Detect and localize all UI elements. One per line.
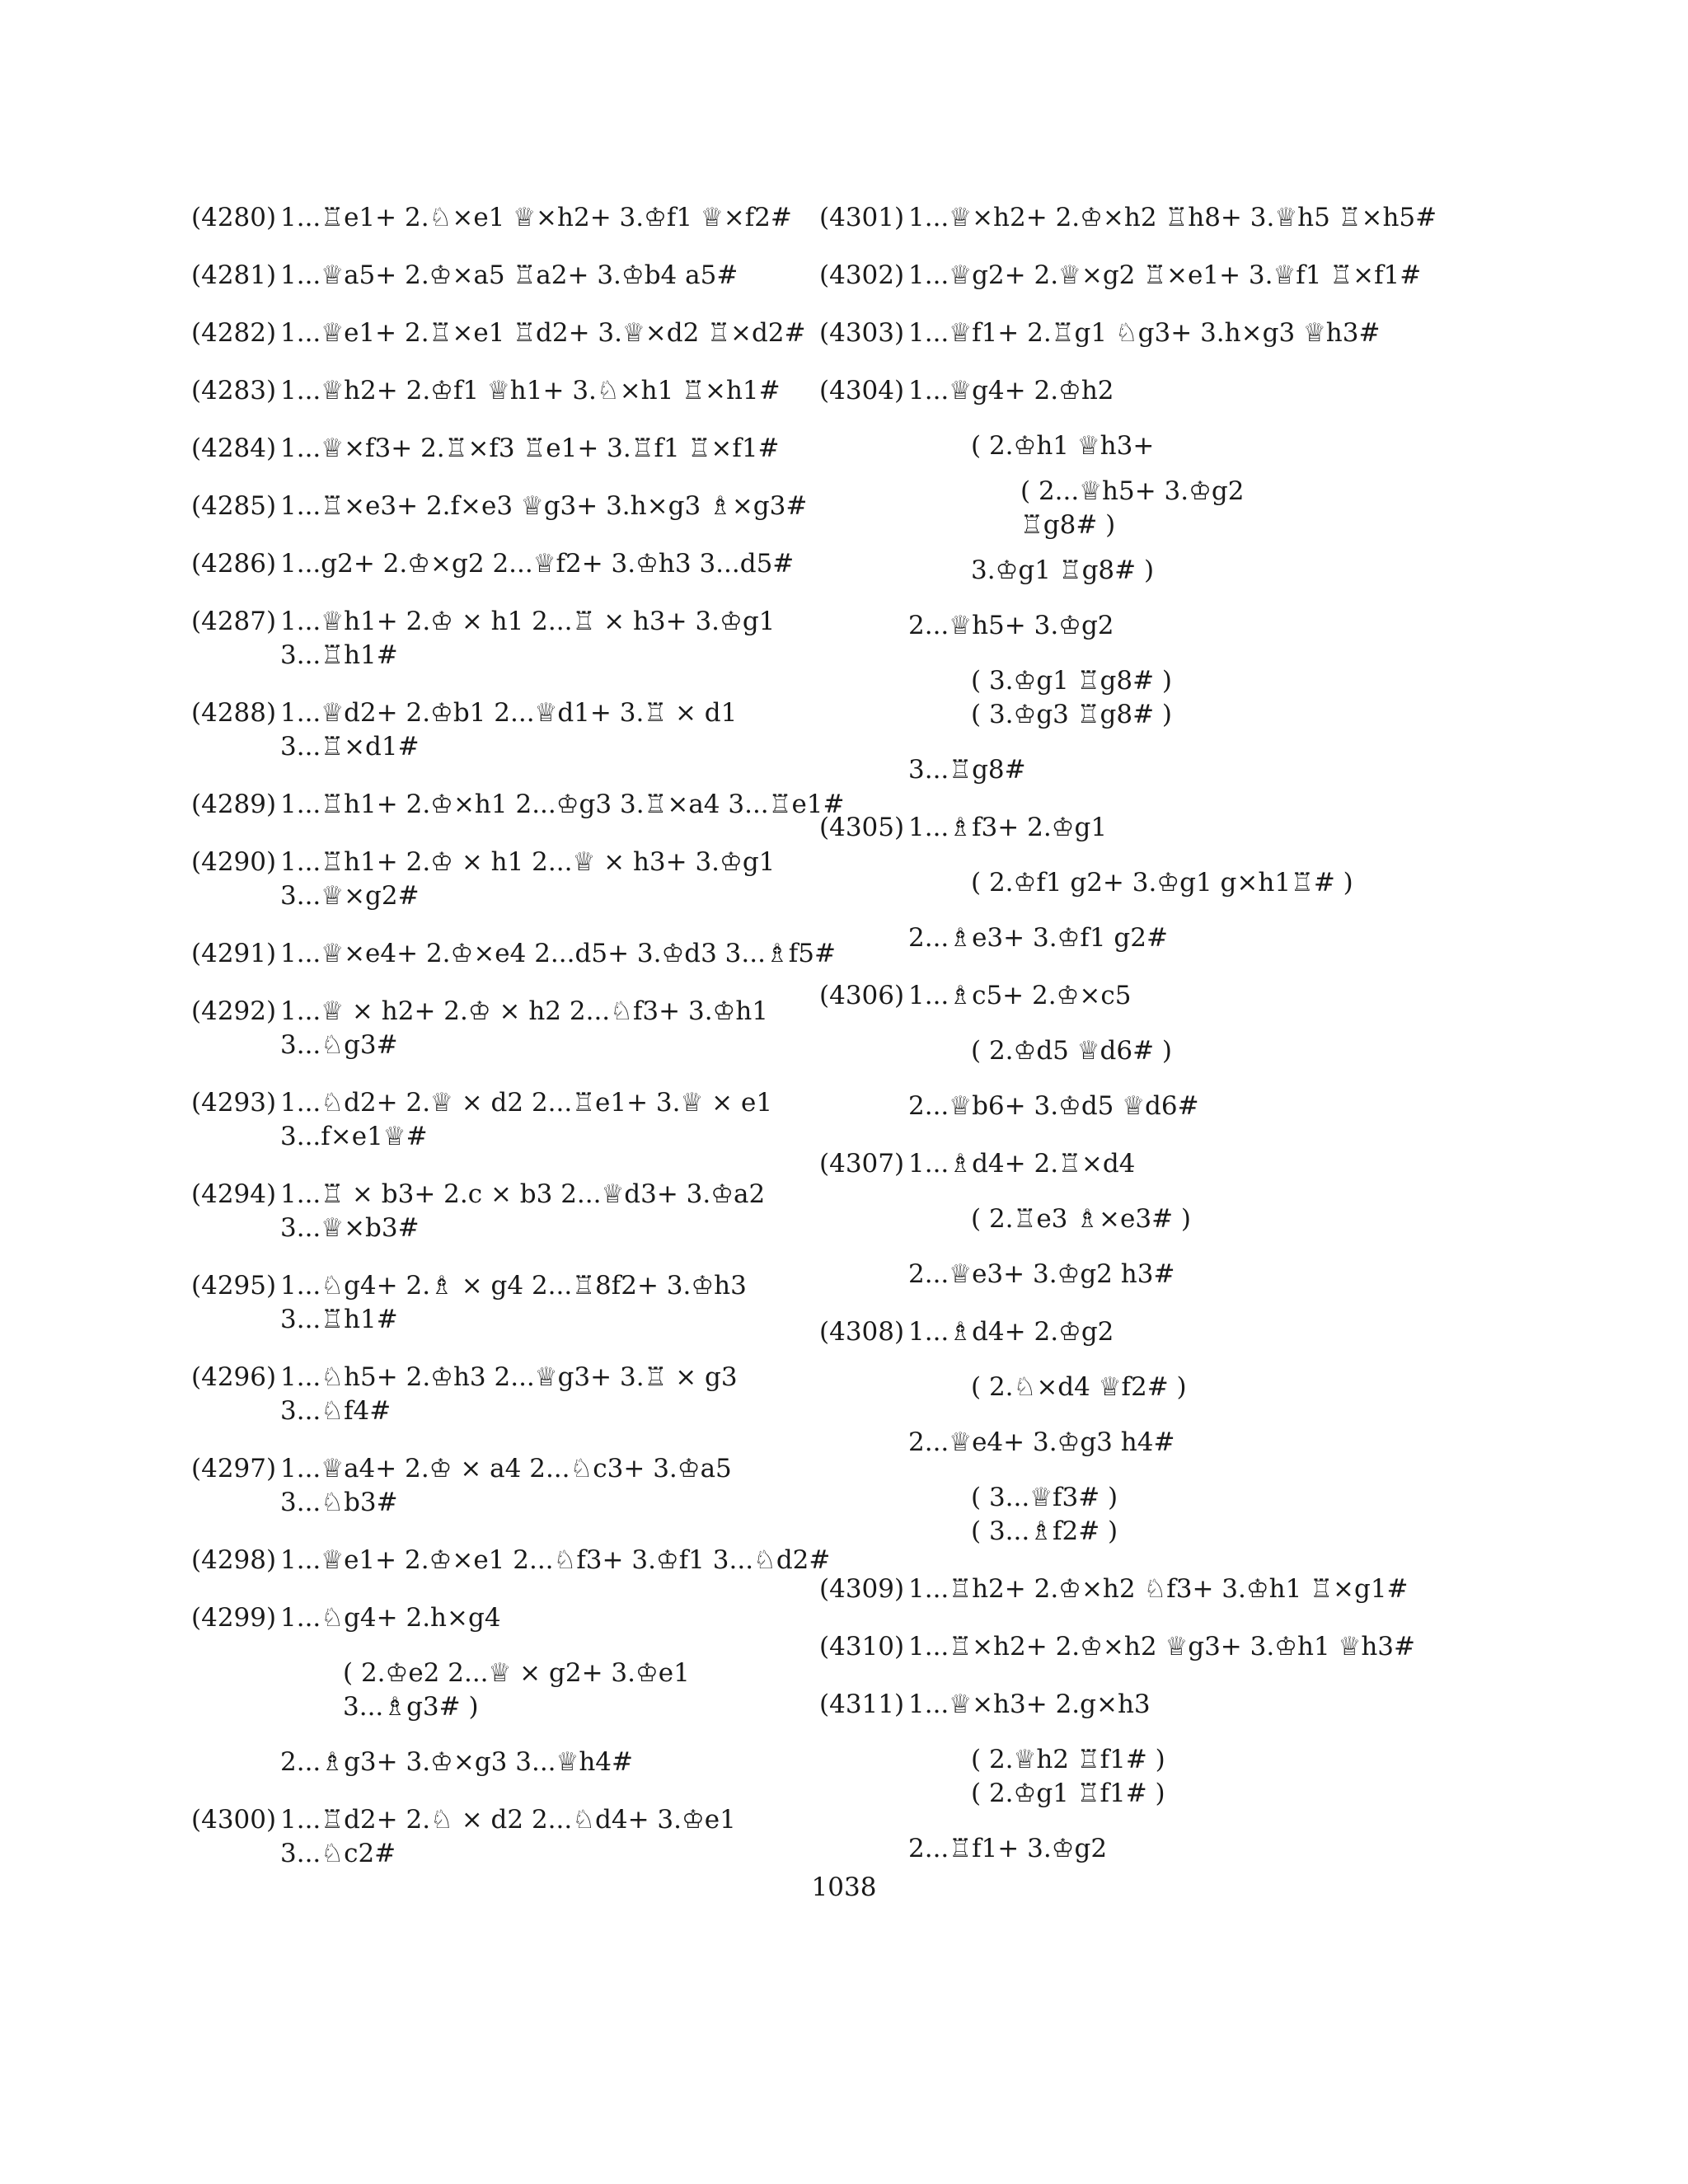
problem-number: (4284)	[191, 434, 277, 463]
problem-number: (4298)	[191, 1545, 277, 1575]
problem-number: (4297)	[191, 1454, 277, 1483]
problem-entry	[191, 316, 818, 350]
page-number: 1038	[811, 1872, 877, 1902]
variation-line: ( 2.♔f1 g2+ 3.♔g1 g×h1♖# )	[971, 868, 1353, 898]
variation-line: ( 2.♔e2 2...♕ × g2+ 3.♔e1	[343, 1658, 690, 1688]
variation-line: ( 2.♔g1 ♖f1# )	[971, 1779, 1165, 1808]
solution-line: 1...♗d4+ 2.♔g2	[908, 1317, 1114, 1347]
solution-line: 1...♗f3+ 2.♔g1	[908, 813, 1108, 842]
problem-entry	[191, 1178, 818, 1245]
solution-line: 1...♘h5+ 2.♔h3 2...♕g3+ 3.♖ × g3	[280, 1362, 738, 1392]
solution-line: 3...♕×g2#	[280, 881, 420, 911]
solution-line: 1...♕h2+ 2.♔f1 ♕h1+ 3.♘×h1 ♖×h1#	[280, 376, 781, 405]
problem-entry	[191, 547, 818, 581]
solution-line: 3...♖h1#	[280, 640, 398, 670]
solution-line: 1...♖×e3+ 2.f×e3 ♕g3+ 3.h×g3 ♗×g3#	[280, 491, 808, 521]
variation-line: ( 3...♕f3# )	[971, 1483, 1118, 1512]
solution-line: 1...♕×f3+ 2.♖×f3 ♖e1+ 3.♖f1 ♖×f1#	[280, 434, 780, 463]
problem-number: (4296)	[191, 1362, 277, 1392]
solution-line: 1...g2+ 2.♔×g2 2...♕f2+ 3.♔h3 3...d5#	[280, 549, 795, 579]
problem-number: (4287)	[191, 607, 277, 636]
problem-entry	[191, 1269, 818, 1337]
main-continuation: 2...♕e4+ 3.♔g3 h4#	[908, 1427, 1175, 1457]
solution-line: 1...♕g4+ 2.♔h2	[908, 376, 1114, 405]
problem-entry	[191, 1601, 818, 1779]
main-continuation: 2...♗e3+ 3.♔f1 g2#	[908, 923, 1168, 953]
solution-line: 1...♖h1+ 2.♔×h1 2...♔g3 3.♖×a4 3...♖e1#	[280, 790, 845, 819]
solution-line: 1...♕e1+ 2.♔×e1 2...♘f3+ 3.♔f1 3...♘d2#	[280, 1545, 831, 1575]
problem-number: (4286)	[191, 549, 277, 579]
solution-line: 1...♗d4+ 2.♖×d4	[908, 1149, 1136, 1179]
problem-entry	[819, 374, 1446, 787]
solution-line: 1...♖d2+ 2.♘ × d2 2...♘d4+ 3.♔e1	[280, 1805, 736, 1835]
problem-entry	[191, 1086, 818, 1154]
variation-line: ( 3.♔g1 ♖g8# )	[971, 666, 1173, 696]
solution-line: 1...♕a4+ 2.♔ × a4 2...♘c3+ 3.♔a5	[280, 1454, 732, 1483]
problem-number: (4303)	[819, 318, 905, 348]
problem-number: (4299)	[191, 1603, 277, 1633]
solution-line: 1...♕g2+ 2.♕×g2 ♖×e1+ 3.♕f1 ♖×f1#	[908, 260, 1422, 290]
main-continuation: 2...♕h5+ 3.♔g2	[908, 611, 1114, 640]
solution-line: 3...♘c2#	[280, 1839, 396, 1868]
problem-number: (4293)	[191, 1088, 277, 1118]
solution-line: 1...♘g4+ 2.h×g4	[280, 1603, 501, 1633]
problem-entry	[191, 374, 818, 408]
solution-line: 1...♕d2+ 2.♔b1 2...♕d1+ 3.♖ × d1	[280, 698, 738, 728]
problem-entry	[191, 1544, 831, 1577]
solution-line: 3...♖h1#	[280, 1305, 398, 1334]
solution-line: 1...♕×h3+ 2.g×h3	[908, 1690, 1151, 1719]
main-continuation: 2...♗g3+ 3.♔×g3 3...♕h4#	[280, 1747, 633, 1777]
problem-entry	[819, 1688, 1446, 1866]
problem-entry	[191, 1452, 818, 1520]
problem-number: (4292)	[191, 996, 277, 1026]
problem-number: (4301)	[819, 203, 905, 232]
solution-line: 1...♖h1+ 2.♔ × h1 2...♕ × h3+ 3.♔g1	[280, 847, 776, 877]
problem-entry	[191, 201, 818, 235]
solution-line: 3...♘f4#	[280, 1396, 392, 1426]
solution-line: 3...♘g3#	[280, 1030, 398, 1060]
solution-line: 1...♖×h2+ 2.♔×h2 ♕g3+ 3.♔h1 ♕h3#	[908, 1632, 1416, 1661]
problem-number: (4311)	[819, 1690, 905, 1719]
solution-line: 3...♕×b3#	[280, 1213, 420, 1243]
variation-line: ( 2.♖e3 ♗×e3# )	[971, 1204, 1191, 1234]
variation-line: ( 2.♕h2 ♖f1# )	[971, 1745, 1165, 1774]
problem-entry	[191, 432, 818, 466]
problem-number: (4281)	[191, 260, 277, 290]
problem-entry	[191, 490, 818, 523]
solution-line: 3...♘b3#	[280, 1488, 398, 1517]
problem-entry	[819, 1630, 1446, 1664]
problem-number: (4309)	[819, 1574, 905, 1604]
problem-entry	[819, 201, 1446, 235]
problem-entry	[819, 1315, 1446, 1549]
solution-line: 1...♕a5+ 2.♔×a5 ♖a2+ 3.♔b4 a5#	[280, 260, 738, 290]
problem-entry	[819, 1147, 1446, 1291]
variation-line: ( 3.♔g3 ♖g8# )	[971, 700, 1173, 729]
main-continuation: 2...♕e3+ 3.♔g2 h3#	[908, 1259, 1175, 1289]
problem-number: (4300)	[191, 1805, 277, 1835]
problem-number: (4306)	[819, 981, 905, 1010]
left-column	[191, 201, 845, 1895]
problem-number: (4282)	[191, 318, 277, 348]
problem-number: (4285)	[191, 491, 277, 521]
problem-entry	[819, 1572, 1446, 1606]
problem-entry	[191, 995, 818, 1062]
problem-number: (4310)	[819, 1632, 905, 1661]
problem-number: (4302)	[819, 260, 905, 290]
main-continuation: 3...♖g8#	[908, 755, 1026, 785]
variation-line: ( 2.♘×d4 ♕f2# )	[971, 1372, 1187, 1402]
problem-entry	[191, 259, 818, 293]
problem-entry	[191, 937, 836, 971]
problem-entry	[191, 1803, 818, 1871]
right-column	[819, 201, 1446, 1890]
problem-entry	[191, 788, 845, 822]
variation-line: ( 2.♔d5 ♕d6# )	[971, 1036, 1173, 1066]
solution-line: 1...♖e1+ 2.♘×e1 ♕×h2+ 3.♔f1 ♕×f2#	[280, 203, 792, 232]
solution-line: 1...♘d2+ 2.♕ × d2 2...♖e1+ 3.♕ × e1	[280, 1088, 773, 1118]
problem-entry	[191, 1361, 818, 1428]
variation-line: ♖g8# )	[1020, 510, 1116, 540]
problem-number: (4308)	[819, 1317, 905, 1347]
variation-line: ( 3...♗f2# )	[971, 1516, 1118, 1546]
solution-line: 3...♖×d1#	[280, 732, 420, 762]
problem-number: (4283)	[191, 376, 277, 405]
main-continuation: 2...♕b6+ 3.♔d5 ♕d6#	[908, 1091, 1199, 1121]
solution-line: 1...♕e1+ 2.♖×e1 ♖d2+ 3.♕×d2 ♖×d2#	[280, 318, 806, 348]
problem-entry	[819, 811, 1446, 955]
problem-number: (4295)	[191, 1271, 277, 1301]
problem-number: (4290)	[191, 847, 277, 877]
problem-number: (4288)	[191, 698, 277, 728]
solution-line: 1...♕ × h2+ 2.♔ × h2 2...♘f3+ 3.♔h1	[280, 996, 769, 1026]
problem-number: (4305)	[819, 813, 905, 842]
problem-entry	[191, 846, 818, 913]
main-continuation: 2...♖f1+ 3.♔g2	[908, 1834, 1108, 1863]
solution-line: 1...♕h1+ 2.♔ × h1 2...♖ × h3+ 3.♔g1	[280, 607, 776, 636]
problem-entry	[819, 979, 1446, 1123]
problem-entry	[191, 696, 818, 764]
problem-number: (4289)	[191, 790, 277, 819]
solution-line: 1...♗c5+ 2.♔×c5	[908, 981, 1132, 1010]
problem-number: (4294)	[191, 1179, 277, 1209]
problem-number: (4307)	[819, 1149, 905, 1179]
variation-line: ( 2.♔h1 ♕h3+	[971, 431, 1155, 461]
problem-entry	[819, 316, 1446, 350]
solution-line: 1...♕f1+ 2.♖g1 ♘g3+ 3.h×g3 ♕h3#	[908, 318, 1381, 348]
problem-number: (4280)	[191, 203, 277, 232]
variation-line: ( 2...♕h5+ 3.♔g2	[1020, 476, 1245, 506]
variation-line: 3.♔g1 ♖g8# )	[971, 555, 1155, 585]
solution-line: 1...♖ × b3+ 2.c × b3 2...♕d3+ 3.♔a2	[280, 1179, 766, 1209]
problem-number: (4304)	[819, 376, 905, 405]
solution-line: 1...♘g4+ 2.♗ × g4 2...♖8f2+ 3.♔h3	[280, 1271, 747, 1301]
solution-line: 1...♖h2+ 2.♔×h2 ♘f3+ 3.♔h1 ♖×g1#	[908, 1574, 1409, 1604]
problem-number: (4291)	[191, 939, 277, 968]
solution-line: 3...f×e1♕#	[280, 1122, 428, 1151]
variation-line: 3...♗g3# )	[343, 1692, 479, 1722]
solution-line: 1...♕×e4+ 2.♔×e4 2...d5+ 3.♔d3 3...♗f5#	[280, 939, 836, 968]
problem-entry	[191, 605, 818, 673]
problem-entry	[819, 259, 1446, 293]
solution-line: 1...♕×h2+ 2.♔×h2 ♖h8+ 3.♕h5 ♖×h5#	[908, 203, 1437, 232]
